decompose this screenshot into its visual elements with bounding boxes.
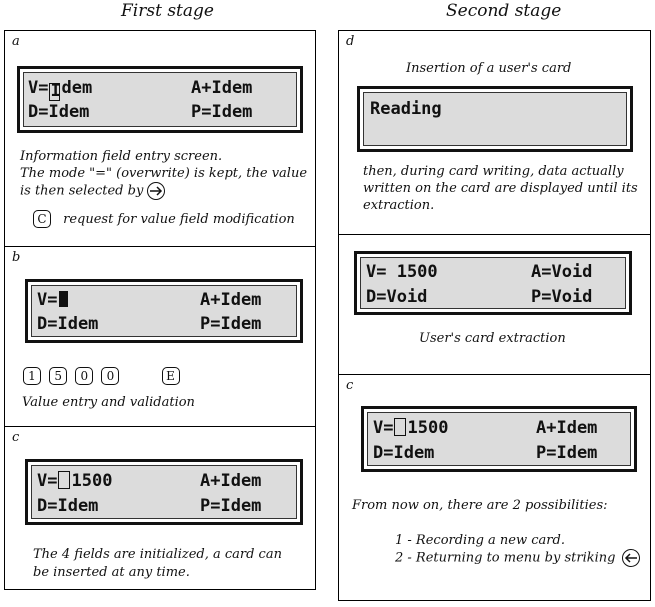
- panel-d-desc-1: then, during card writing, data actually: [363, 164, 624, 179]
- panel-a-desc-2: The mode "=" (overwrite) is kept, the value: [20, 166, 308, 181]
- lcd-p-field: P=Idem: [200, 314, 262, 334]
- cursor-box: [58, 471, 70, 489]
- panel-d: [339, 31, 650, 234]
- panel-extraction: [339, 234, 650, 374]
- lcd-p-field: P=Idem: [191, 102, 253, 122]
- panel-c-desc-1: The 4 fields are initialized, a card can: [33, 547, 282, 562]
- option-1: 1 - Recording a new card.: [395, 533, 565, 548]
- lcd-a-field: A=Void: [531, 262, 593, 282]
- key-c-desc: request for value field modification: [63, 211, 295, 227]
- lcd-display-c: [25, 459, 303, 525]
- lcd-v-field: V=: [37, 290, 68, 310]
- panel-a-desc-1: Information field entry screen.: [20, 149, 223, 164]
- panel-a-key-line: [33, 210, 295, 228]
- option-2: 2 - Returning to menu by striking: [395, 549, 640, 567]
- panel-b-desc: Value entry and validation: [22, 395, 195, 410]
- lcd-v-field: V= 1500: [37, 471, 113, 491]
- lcd-d-field: D=Idem: [37, 496, 99, 516]
- lcd-display-e: [354, 251, 632, 315]
- panel-d-title: Insertion of a user's card: [406, 61, 572, 76]
- lcd-display-d: [357, 86, 633, 152]
- key-e-icon: E: [162, 367, 180, 385]
- lcd-a-field: A+Idem: [536, 418, 598, 438]
- panel-b-label: b: [12, 250, 21, 265]
- lcd-a-field: A+Idem: [200, 290, 262, 310]
- lcd-v-field: V= 1500: [373, 418, 449, 438]
- second-stage-column: [338, 30, 651, 601]
- panel-c-first: [5, 426, 315, 591]
- key-5-icon: 5: [49, 367, 67, 385]
- lcd-display-a: [17, 66, 303, 133]
- lcd-p-field: P=Idem: [536, 443, 598, 463]
- lcd-reading-text: Reading: [370, 99, 442, 119]
- lcd-d-field: D=Idem: [37, 314, 99, 334]
- second-stage-title: Second stage: [446, 1, 562, 21]
- panel-c-second: [339, 374, 650, 602]
- first-stage-column: [4, 30, 316, 590]
- first-stage-title: First stage: [121, 1, 214, 21]
- panel-c-label: c: [12, 430, 20, 445]
- key-0-icon: 0: [75, 367, 93, 385]
- panel-d-label: d: [346, 34, 355, 49]
- cursor-block: [59, 291, 68, 307]
- lcd-a-field: A+Idem: [191, 78, 253, 98]
- panel-c-desc-2: be inserted at any time.: [33, 565, 190, 580]
- panel-a: [5, 31, 315, 246]
- key-c-icon: C: [33, 210, 51, 228]
- cursor-box: [394, 418, 406, 436]
- cursor-box: I: [50, 81, 61, 101]
- lcd-p-field: P=Idem: [200, 496, 262, 516]
- lcd-a-field: A+Idem: [200, 471, 262, 491]
- lcd-d-field: D=Idem: [28, 102, 90, 122]
- panel-b: [5, 246, 315, 426]
- panel-b-keys: [23, 367, 180, 385]
- lcd-d-field: D=Void: [366, 287, 428, 307]
- lcd-d-field: D=Idem: [373, 443, 435, 463]
- lcd-p-field: P=Void: [531, 287, 593, 307]
- panel-c-label: c: [346, 378, 354, 393]
- lcd-v-field: V= 1500: [366, 262, 438, 282]
- panel-a-label: a: [12, 34, 20, 49]
- lcd-display-b: [25, 279, 303, 343]
- lcd-v-field: V= Idem: [28, 78, 93, 101]
- panel-a-desc-3: is then selected by: [20, 182, 165, 200]
- panel-extraction-desc: User's card extraction: [419, 331, 566, 346]
- panel-d-desc-2: written on the card are displayed until its: [363, 181, 638, 196]
- key-0-icon: 0: [101, 367, 119, 385]
- arrow-right-key-icon: [147, 182, 165, 200]
- panel-c2-desc: From now on, there are 2 possibilities:: [352, 498, 608, 513]
- key-1-icon: 1: [23, 367, 41, 385]
- arrow-left-key-icon: [622, 549, 640, 567]
- panel-d-desc-3: extraction.: [363, 198, 435, 213]
- lcd-display-c2: [361, 406, 637, 472]
